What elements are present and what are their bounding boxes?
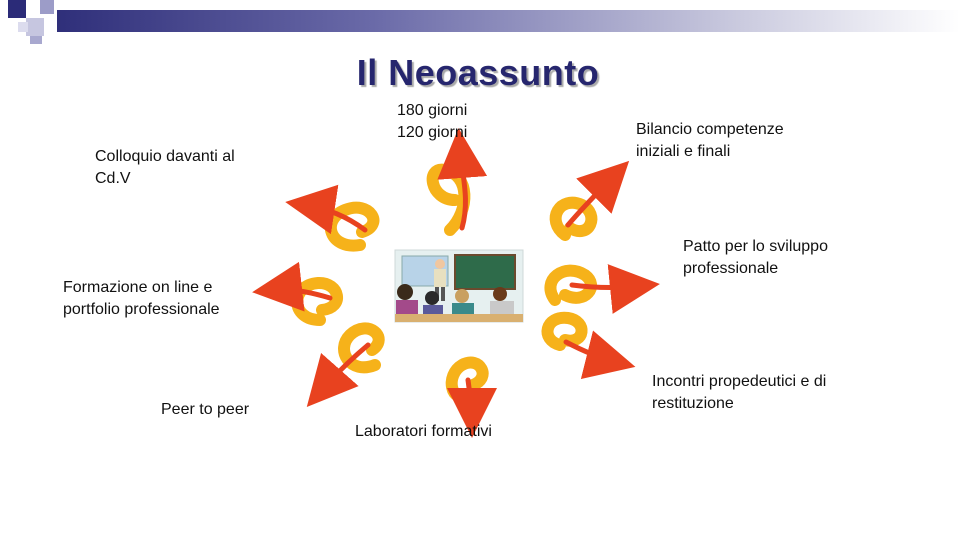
label-patto-line1: Patto per lo sviluppo	[683, 238, 828, 255]
label-bilancio-line2: iniziali e finali	[636, 143, 731, 160]
label-formazione	[63, 277, 220, 321]
label-patto	[683, 236, 828, 280]
label-colloquio	[95, 146, 235, 190]
label-formazione-line1: Formazione on line e	[63, 279, 213, 296]
swirl-top	[433, 170, 465, 230]
label-days-120: 120 giorni	[397, 124, 468, 141]
label-formazione-line2: portfolio professionale	[63, 301, 220, 318]
label-incontri-line2: restituzione	[652, 395, 734, 412]
swirl-left	[297, 283, 337, 320]
slide-title: Il Neoassunto	[356, 52, 600, 93]
label-bilancio	[636, 119, 784, 163]
label-colloquio-line1: Colloquio davanti al	[95, 148, 235, 165]
label-laboratori: Laboratori formativi	[355, 423, 492, 440]
classroom-illustration	[395, 250, 523, 322]
label-peer: Peer to peer	[161, 401, 250, 418]
label-days-180: 180 giorni	[397, 102, 468, 119]
label-patto-line2: professionale	[683, 260, 779, 277]
label-colloquio-line2: Cd.V	[95, 170, 131, 187]
label-incontri	[652, 371, 826, 415]
arrow-right	[572, 285, 640, 287]
label-days	[397, 100, 467, 144]
label-incontri-line1: Incontri propedeutici e di	[652, 373, 827, 390]
label-bilancio-line1: Bilancio competenze	[636, 121, 784, 138]
arrow-lower-right	[566, 342, 616, 362]
